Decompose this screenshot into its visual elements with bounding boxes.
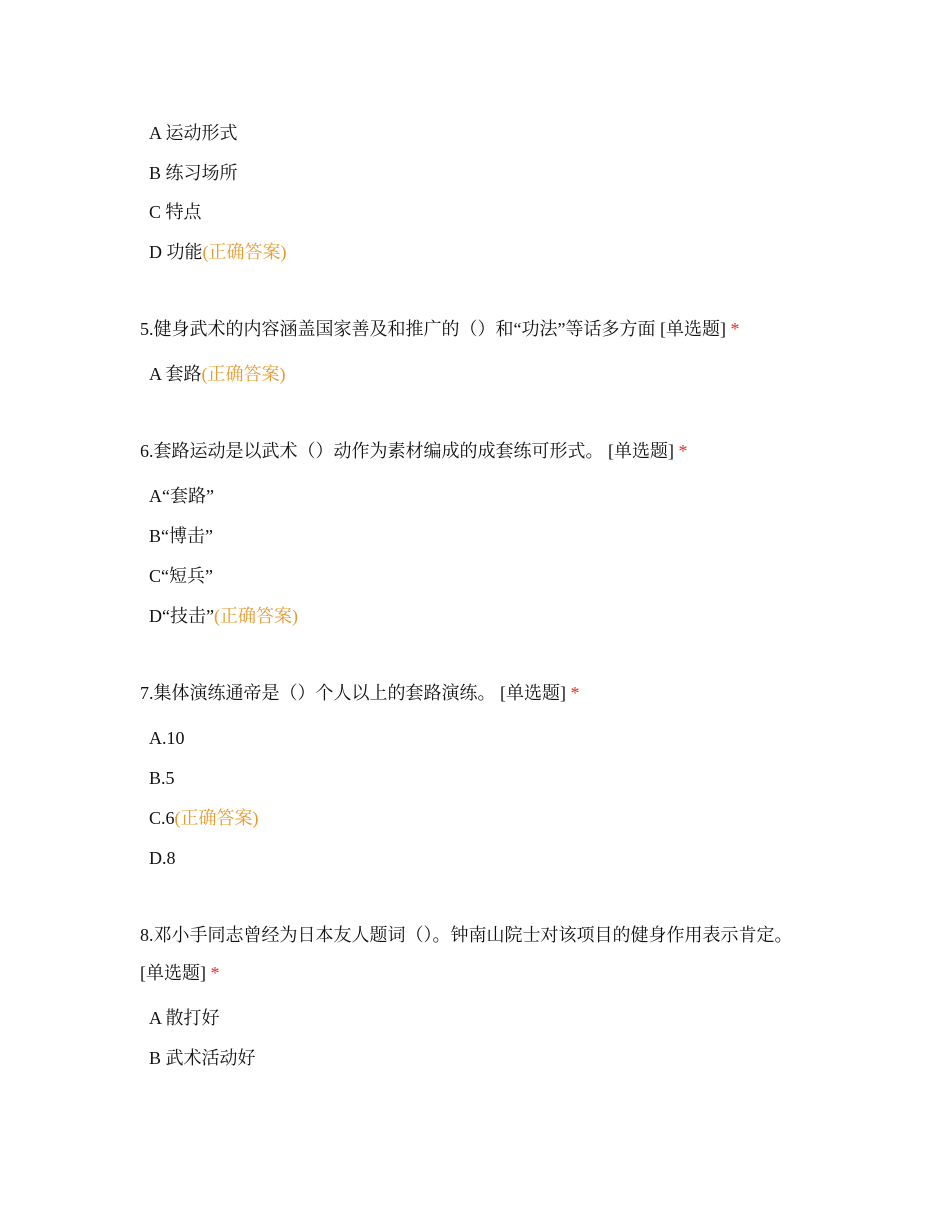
option-q8-b[interactable]: [149, 1046, 256, 1070]
option-label: B 武术活动好: [149, 1048, 256, 1068]
option-q4-d[interactable]: [149, 240, 287, 264]
option-label: A 套路: [149, 364, 202, 384]
option-q6-a[interactable]: [149, 484, 214, 508]
question-6-title: [140, 432, 800, 470]
question-5-title: [140, 310, 800, 348]
option-q8-a[interactable]: [149, 1006, 220, 1030]
question-text: 7.集体演练通帝是（）个人以上的套路演练。: [140, 683, 496, 703]
option-q7-c[interactable]: [149, 806, 259, 830]
option-q4-a[interactable]: [149, 121, 238, 145]
option-q7-a[interactable]: [149, 726, 185, 750]
required-mark: *: [210, 963, 220, 983]
option-label: D“技击”: [149, 606, 214, 626]
option-label: C.6: [149, 808, 175, 828]
question-text: 6.套路运动是以武术（）动作为素材编成的成套练可形式。: [140, 441, 604, 461]
question-type-tag: [单选题]: [140, 963, 211, 983]
question-7-title: [140, 674, 800, 712]
required-mark: *: [730, 319, 740, 339]
correct-answer-marker: (正确答案): [213, 606, 298, 626]
option-q6-d[interactable]: [149, 604, 298, 628]
option-label: D.8: [149, 848, 176, 868]
option-label: C 特点: [149, 202, 202, 222]
option-q7-b[interactable]: [149, 766, 175, 790]
option-q4-b[interactable]: [149, 161, 238, 185]
option-q6-b[interactable]: [149, 524, 213, 548]
question-8-title: [140, 916, 800, 992]
option-label: A“套路”: [149, 486, 214, 506]
required-mark: *: [570, 683, 580, 703]
question-type-tag: [单选题]: [495, 683, 571, 703]
option-label: B 练习场所: [149, 163, 238, 183]
option-label: A 运动形式: [149, 123, 238, 143]
option-q6-c[interactable]: [149, 564, 213, 588]
option-label: B.5: [149, 768, 175, 788]
option-label: B“博击”: [149, 526, 213, 546]
option-q4-c[interactable]: [149, 200, 202, 224]
option-label: D 功能: [149, 242, 203, 262]
correct-answer-marker: (正确答案): [201, 364, 286, 384]
correct-answer-marker: (正确答案): [174, 808, 259, 828]
option-label: C“短兵”: [149, 566, 213, 586]
required-mark: *: [678, 441, 688, 461]
correct-answer-marker: (正确答案): [202, 242, 287, 262]
option-q7-d[interactable]: [149, 846, 176, 870]
question-text: 5.健身武术的内容涵盖国家善及和推广的（）和“功法”等话多方面: [140, 319, 656, 339]
question-text: 8.邓小手同志曾经为日本友人题词（）。钟南山院士对该项目的健身作用表示肯定。: [140, 925, 793, 945]
question-type-tag: [单选题]: [655, 319, 731, 339]
option-label: A.10: [149, 728, 185, 748]
option-q5-a[interactable]: [149, 362, 286, 386]
question-type-tag: [单选题]: [603, 441, 679, 461]
option-label: A 散打好: [149, 1008, 220, 1028]
